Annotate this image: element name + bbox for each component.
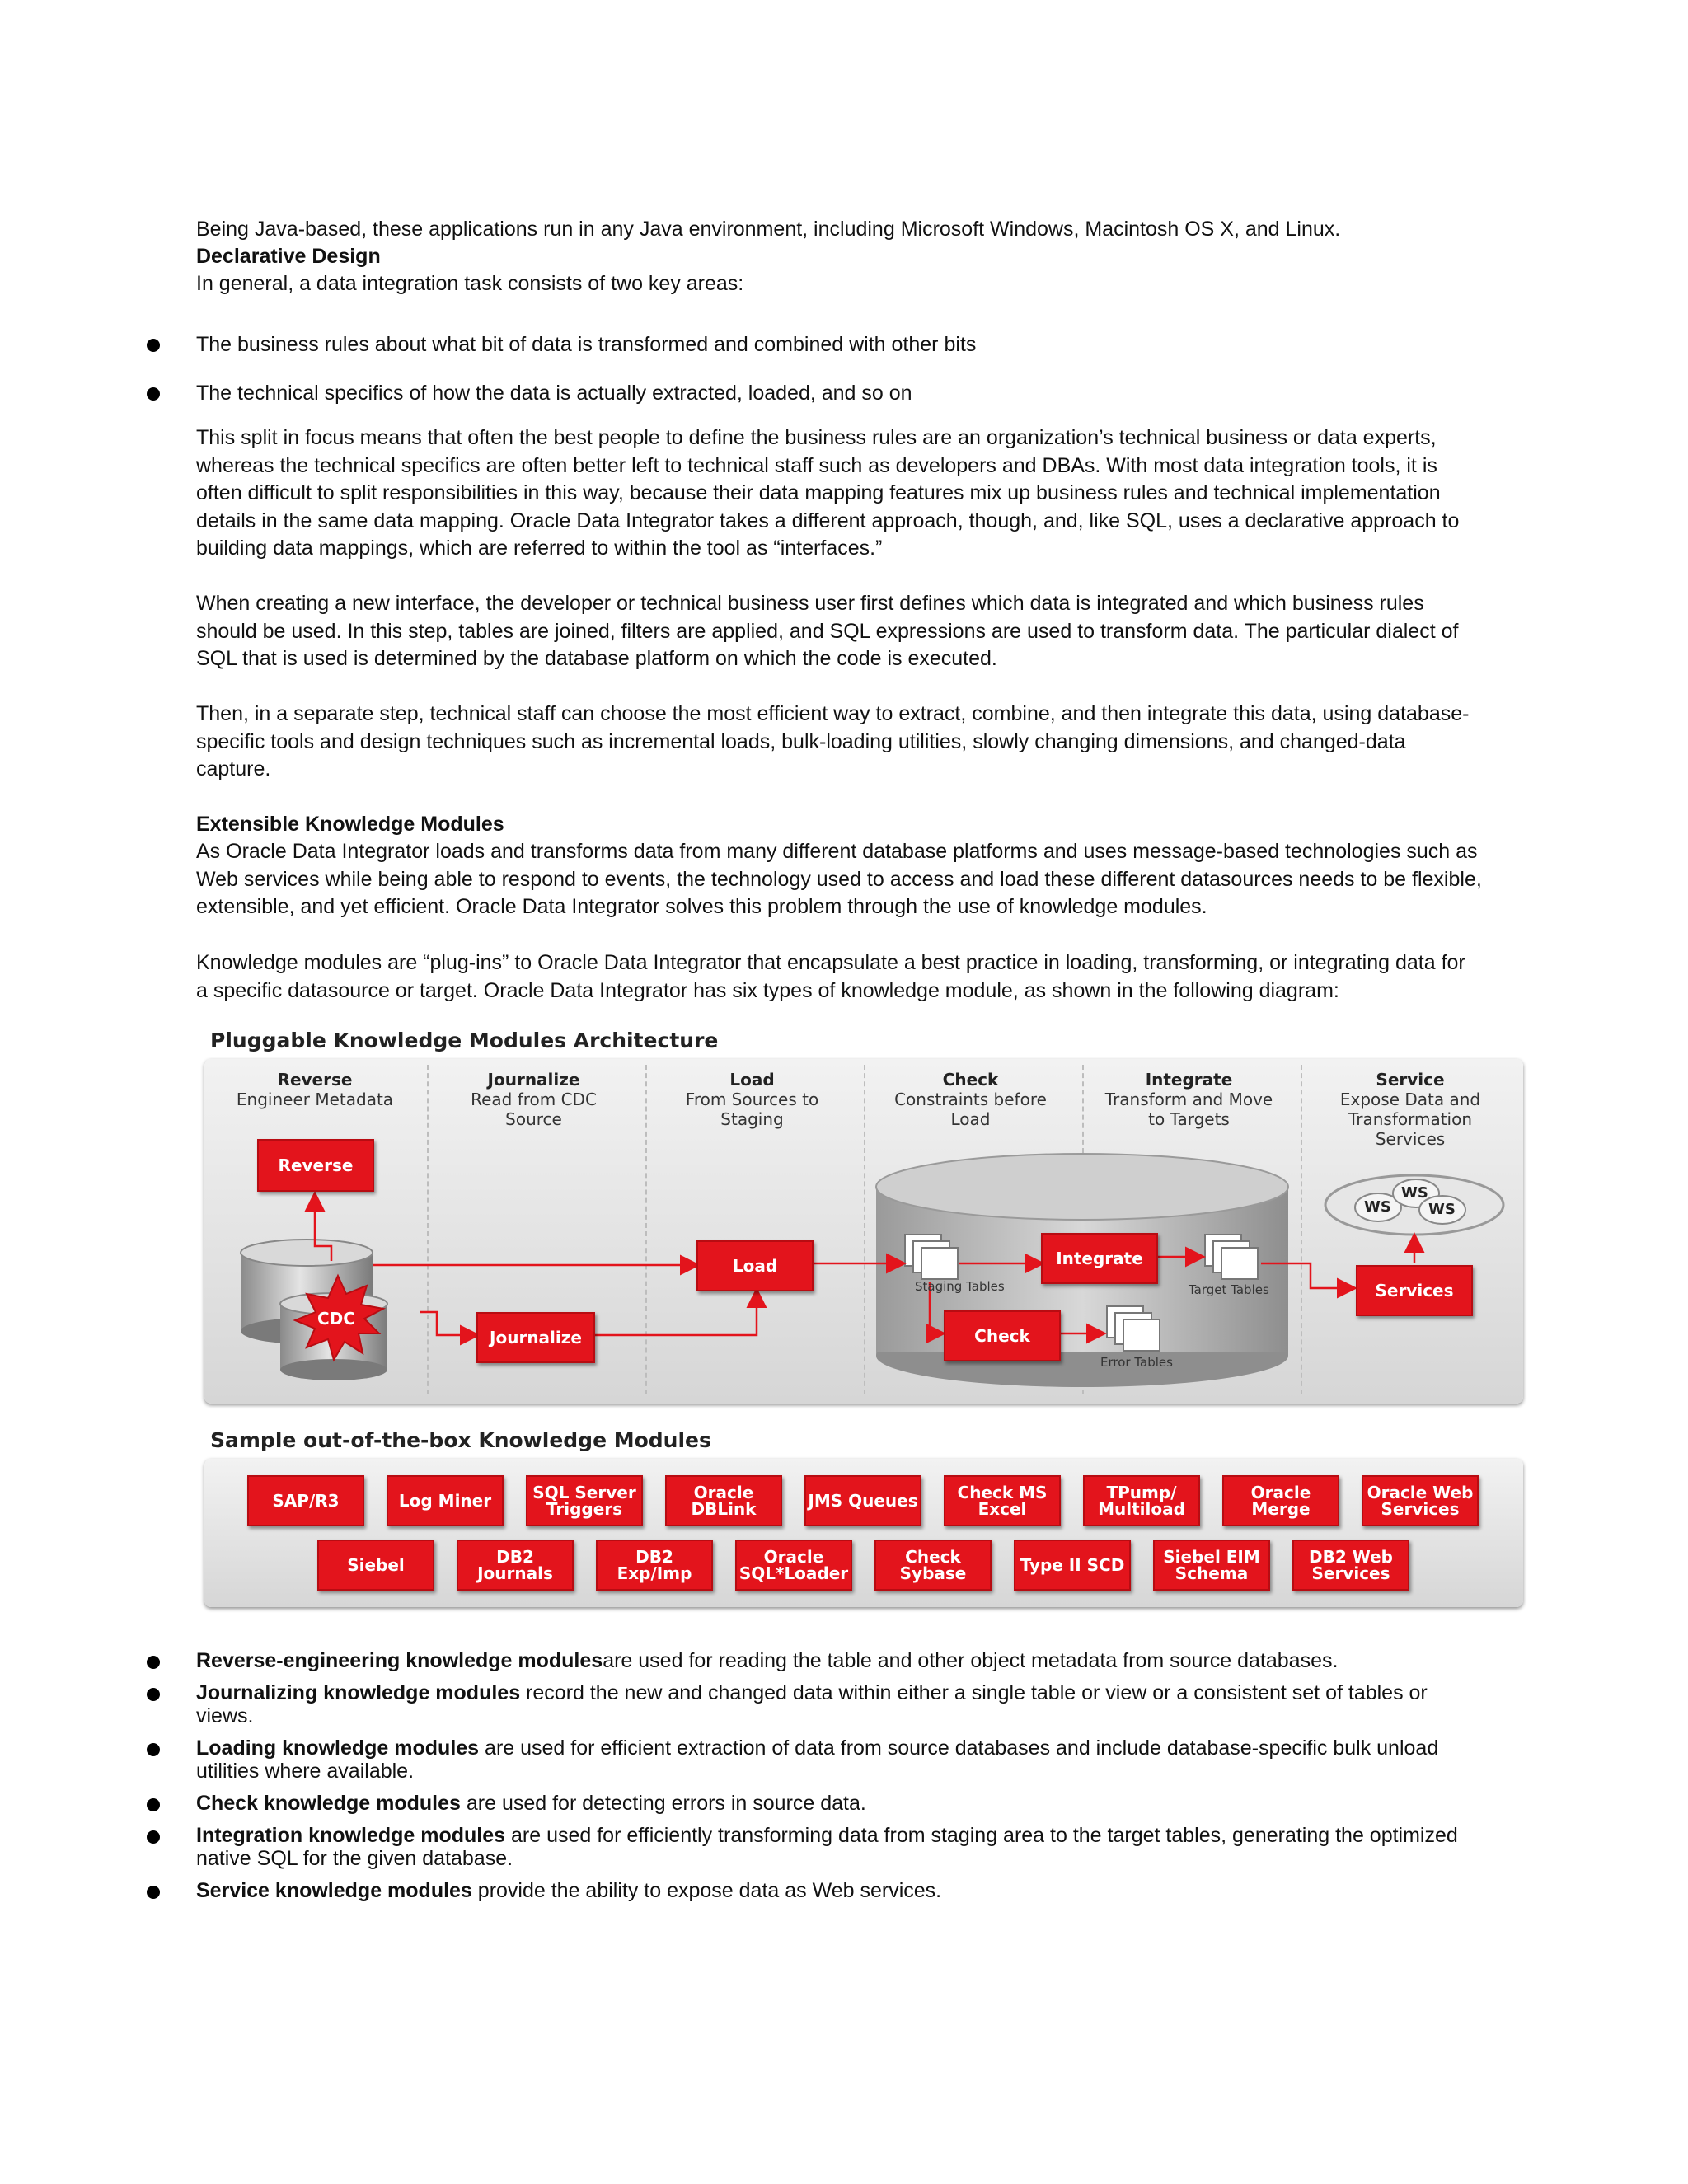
sample-km-box: JMS Queues	[804, 1475, 921, 1526]
check-km-box: Check	[944, 1310, 1061, 1361]
sample-km-box: Oracle Web Services	[1362, 1475, 1479, 1526]
bullet-dot	[147, 1688, 160, 1701]
cdc-label: CDC	[317, 1309, 355, 1329]
paragraph-creating: When creating a new interface, the developer or technical business user first defines which data is integrated and which business rules should be used. In this step, tables are joined, filters are applied, and SQL expressions are used to transform data. The particular dialect of SQL that is used is determined by the database platform on which the code is executed.	[196, 592, 1459, 670]
sample-km-box: Oracle SQL*Loader	[735, 1540, 852, 1591]
paragraph-km: Knowledge modules are “plug-ins” to Oracle Data Integrator that encapsulate a best practice in loading, transforming, or integrating data for a specific datasource or target. Oracle Data Integrator has six types of knowledge module, as shown in the following diagram:	[196, 951, 1465, 1002]
sample-km-box: DB2 Exp/Imp	[596, 1540, 713, 1591]
staging-tables-icon	[905, 1235, 958, 1279]
sample-km-box: SAP/R3	[247, 1475, 364, 1526]
sample-km-box: Log Miner	[387, 1475, 504, 1526]
arrow-cdc-to-journalize	[420, 1312, 476, 1335]
sample-km-box: DB2 Journals	[457, 1540, 574, 1591]
sample-km-box: Siebel EIM Schema	[1153, 1540, 1270, 1591]
bullet-dot	[147, 1743, 160, 1756]
column-head-reverse: Reverse Engineer Metadata	[236, 1070, 394, 1109]
arrow-journalize-to-load	[593, 1291, 757, 1335]
bullet-dot	[147, 1886, 160, 1899]
diagram-title: Pluggable Knowledge Modules Architecture	[210, 1029, 719, 1052]
staging-tables-label: Staging Tables	[915, 1279, 1005, 1294]
bullet-dot	[147, 1830, 160, 1844]
km-list-item: Integration knowledge modules are used for efficiently transforming data from staging area to the target tables, generating the optimized native SQL for the given database.	[196, 1824, 1458, 1870]
ws-label: WS	[1401, 1184, 1428, 1202]
target-tables-label: Target Tables	[1189, 1282, 1269, 1297]
bullet-item: The technical specifics of how the data is actually extracted, loaded, and so on	[196, 382, 912, 405]
column-head-journalize: Journalize Read from CDC Source	[471, 1070, 597, 1129]
sample-km-box: DB2 Web Services	[1292, 1540, 1409, 1591]
paragraph-split: This split in focus means that often the best people to define the business rules are an organization’s technical business or data experts, whereas the technical specifics are often better left to technical staff such as developers and DBAs. With most data integration tools, it is often difficult to split responsibilities in this way, because their data mapping features mix up business rules and technical implementation details in the same data mapping. Oracle Data Integrator takes a different approach, though, and, like SQL, uses a declarative approach to building data mappings, which are referred to within the tool as “interfaces.”	[196, 426, 1460, 560]
column-head-service: Service Expose Data and Transformation Services	[1339, 1070, 1481, 1149]
sample-km-box: Check Sybase	[874, 1540, 992, 1591]
km-list-item: Reverse-engineering knowledge modulesare used for reading the table and other object metadata from source databases.	[196, 1649, 1339, 1672]
target-tables-icon	[1205, 1235, 1258, 1279]
km-list-item: Check knowledge modules are used for detecting errors in source data.	[196, 1792, 866, 1815]
intro-line-2: In general, a data integration task consists of two key areas:	[196, 272, 744, 295]
km-list-item: Loading knowledge modules are used for efficient extraction of data from source databases and include database-specific bulk unload utilities where available.	[196, 1736, 1439, 1783]
error-tables-icon	[1107, 1306, 1160, 1351]
bullet-dot	[147, 1798, 160, 1811]
sample-km-box: Oracle DBLink	[665, 1475, 782, 1526]
column-head-check: Check Constraints before Load	[894, 1070, 1047, 1129]
sample-km-box: Check MS Excel	[944, 1475, 1061, 1526]
km-list-item: Journalizing knowledge modules record the new and changed data within either a single table or view or a consistent set of tables or views.	[196, 1681, 1428, 1727]
ws-label: WS	[1428, 1201, 1456, 1218]
column-head-integrate: Integrate Transform and Move to Targets	[1104, 1070, 1273, 1129]
journalize-km-box: Journalize	[476, 1312, 595, 1363]
section-heading-ekm: Extensible Knowledge Modules	[196, 813, 504, 836]
sample-km-box: Oracle Merge	[1222, 1475, 1339, 1526]
load-km-box: Load	[696, 1240, 814, 1291]
integrate-km-box: Integrate	[1041, 1233, 1158, 1284]
paragraph-then: Then, in a separate step, technical staff can choose the most efficient way to extract, combine, and then integrate this data, using database-specific tools and design techniques such as incremental loads, bulk-loading utilities, slowly changing dimensions, and changed-data capture.	[196, 702, 1470, 780]
km-list-item: Service knowledge modules provide the ability to expose data as Web services.	[196, 1879, 942, 1902]
section-heading-declarative-design: Declarative Design	[196, 245, 381, 268]
reverse-km-box: Reverse	[257, 1139, 374, 1192]
sample-km-box: TPump/ Multiload	[1083, 1475, 1200, 1526]
sample-km-box: SQL Server Triggers	[526, 1475, 643, 1526]
paragraph-ekm: As Oracle Data Integrator loads and transforms data from many different database platforms and uses message-based technologies such as Web services while being able to respond to events, the technology used to access and load these different datasources needs to be flexible, extensible, and yet efficient. Oracle Data Integrator solves this problem through the use of knowledge modules.	[196, 840, 1482, 918]
error-tables-label: Error Tables	[1100, 1355, 1173, 1370]
column-head-load: Load From Sources to Staging	[685, 1070, 819, 1129]
intro-line: Being Java-based, these applications run in any Java environment, including Microsoft Windows, Macintosh OS X, and Linux.	[196, 218, 1341, 241]
sample-km-box: Type II SCD	[1014, 1540, 1131, 1591]
bullet-item: The business rules about what bit of data is transformed and combined with other bits	[196, 333, 977, 356]
bullet-dot	[147, 1656, 160, 1669]
ws-label: WS	[1364, 1198, 1391, 1216]
samples-title: Sample out-of-the-box Knowledge Modules	[210, 1428, 711, 1452]
sample-km-box: Siebel	[317, 1540, 434, 1591]
services-km-box: Services	[1356, 1265, 1473, 1316]
